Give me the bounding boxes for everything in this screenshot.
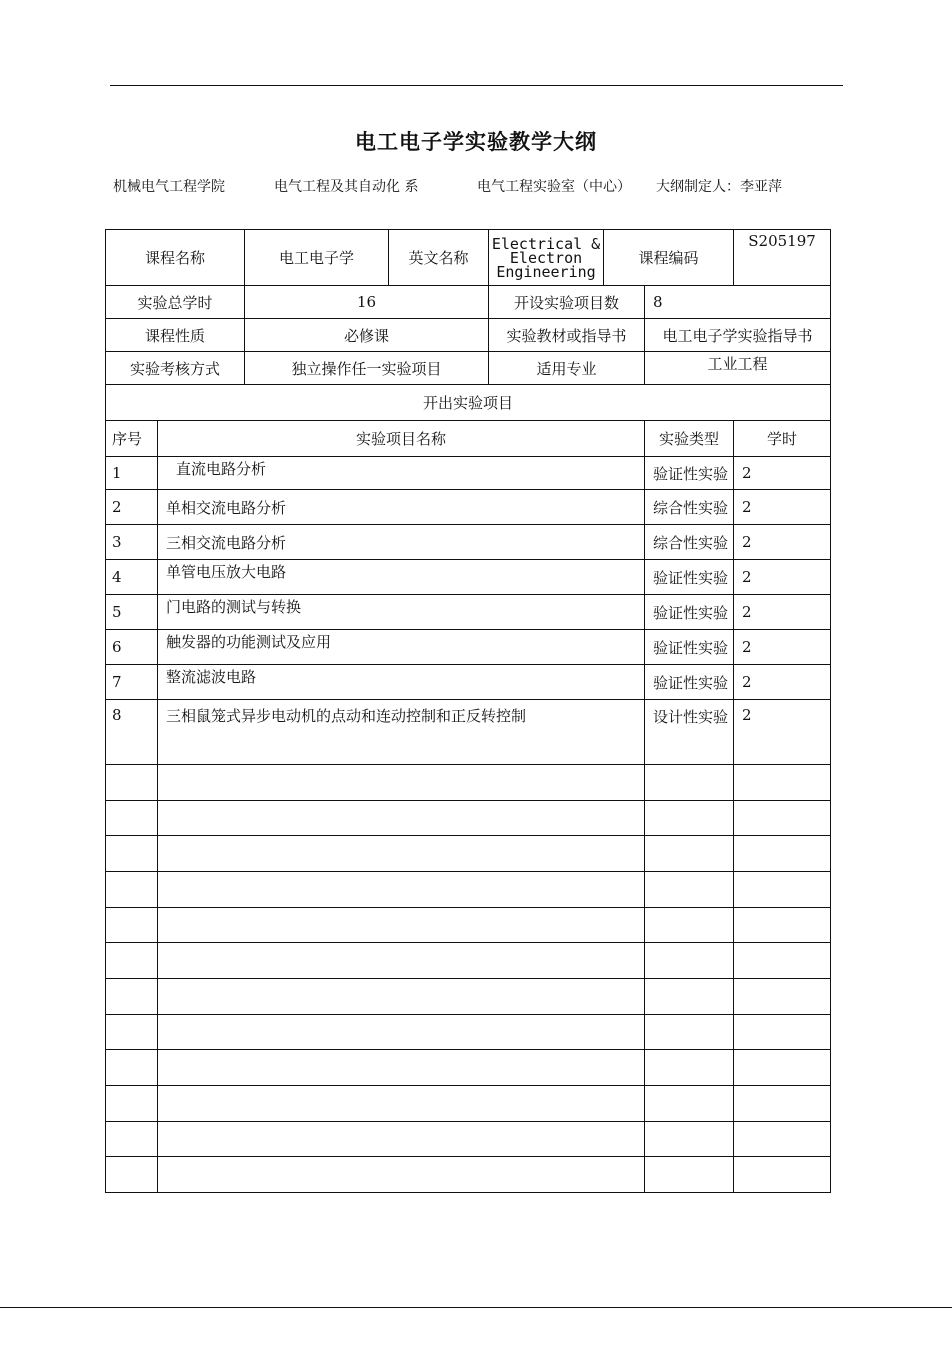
empty-row <box>106 836 831 872</box>
nature-label: 课程性质 <box>106 319 245 352</box>
empty-cell <box>158 872 645 908</box>
empty-row <box>106 1122 831 1157</box>
row-name: 直流电路分析 <box>158 457 645 490</box>
header-type: 实验类型 <box>645 421 734 457</box>
header-hours: 学时 <box>734 421 831 457</box>
department-name: 电气工程及其自动化 系 <box>274 179 419 195</box>
top-rule <box>110 85 843 86</box>
row-index: 1 <box>106 457 158 490</box>
empty-cell <box>734 979 831 1015</box>
row-name: 三相交流电路分析 <box>158 525 645 560</box>
empty-cell <box>106 943 158 979</box>
empty-cell <box>645 836 734 872</box>
row-index: 7 <box>106 665 158 700</box>
empty-cell <box>106 1050 158 1086</box>
empty-cell <box>106 1015 158 1050</box>
section-title: 开出实验项目 <box>106 385 831 421</box>
table-row <box>106 665 831 700</box>
empty-cell <box>158 765 645 801</box>
table-row <box>106 490 831 525</box>
table-row <box>106 700 831 765</box>
empty-row <box>106 943 831 979</box>
empty-cell <box>645 1086 734 1122</box>
syllabus-table <box>105 229 831 1193</box>
project-header-row <box>106 421 831 457</box>
empty-cell <box>645 1050 734 1086</box>
empty-cell <box>158 801 645 836</box>
row-hours: 2 <box>734 595 831 630</box>
row-name: 单相交流电路分析 <box>158 490 645 525</box>
course-code-label: 课程编码 <box>604 230 734 286</box>
major-value: 工业工程 <box>645 352 831 385</box>
row-index: 3 <box>106 525 158 560</box>
empty-row <box>106 908 831 943</box>
textbook-label: 实验教材或指导书 <box>489 319 645 352</box>
table-row <box>106 630 831 665</box>
header-name: 实验项目名称 <box>158 421 645 457</box>
info-row-3 <box>106 319 831 352</box>
row-index: 8 <box>106 700 158 765</box>
empty-cell <box>645 872 734 908</box>
english-name-value: Electrical & Electron Engineering <box>489 230 604 286</box>
row-hours: 2 <box>734 665 831 700</box>
row-type: 验证性实验 <box>645 595 734 630</box>
course-code-value: S205197 <box>734 230 831 286</box>
author: 大纲制定人：李亚萍 <box>656 179 782 195</box>
empty-row <box>106 1157 831 1193</box>
empty-cell <box>734 836 831 872</box>
row-type: 综合性实验 <box>645 490 734 525</box>
empty-cell <box>734 1015 831 1050</box>
empty-cell <box>106 1122 158 1157</box>
row-index: 6 <box>106 630 158 665</box>
section-title-row <box>106 385 831 421</box>
empty-cell <box>158 943 645 979</box>
empty-cell <box>734 1050 831 1086</box>
empty-cell <box>158 1122 645 1157</box>
empty-cell <box>645 908 734 943</box>
row-name: 触发器的功能测试及应用 <box>158 630 645 665</box>
empty-cell <box>734 908 831 943</box>
row-type: 验证性实验 <box>645 457 734 490</box>
table-row <box>106 560 831 595</box>
info-row-1 <box>106 230 831 286</box>
empty-cell <box>645 765 734 801</box>
empty-row <box>106 765 831 801</box>
empty-cell <box>734 801 831 836</box>
empty-row <box>106 1086 831 1122</box>
empty-cell <box>645 1157 734 1193</box>
empty-cell <box>158 836 645 872</box>
row-hours: 2 <box>734 490 831 525</box>
row-hours: 2 <box>734 700 831 765</box>
row-index: 2 <box>106 490 158 525</box>
assessment-label: 实验考核方式 <box>106 352 245 385</box>
table-row <box>106 457 831 490</box>
course-name-value: 电工电子学 <box>245 230 389 286</box>
assessment-value: 独立操作任一实验项目 <box>245 352 489 385</box>
english-name-label: 英文名称 <box>389 230 489 286</box>
empty-cell <box>734 765 831 801</box>
empty-row <box>106 801 831 836</box>
row-hours: 2 <box>734 630 831 665</box>
row-type: 设计性实验 <box>645 700 734 765</box>
row-hours: 2 <box>734 525 831 560</box>
row-name: 门电路的测试与转换 <box>158 595 645 630</box>
course-name-label: 课程名称 <box>106 230 245 286</box>
row-index: 5 <box>106 595 158 630</box>
bottom-rule <box>0 1307 952 1308</box>
empty-cell <box>158 908 645 943</box>
project-count-value: 8 <box>645 286 831 319</box>
empty-cell <box>106 1157 158 1193</box>
document-title: 电工电子学实验教学大纲 <box>355 129 597 154</box>
row-hours: 2 <box>734 457 831 490</box>
empty-cell <box>645 801 734 836</box>
row-type: 验证性实验 <box>645 665 734 700</box>
empty-cell <box>645 943 734 979</box>
empty-cell <box>158 1015 645 1050</box>
row-name: 整流滤波电路 <box>158 665 645 700</box>
row-type: 综合性实验 <box>645 525 734 560</box>
empty-cell <box>645 1122 734 1157</box>
empty-row <box>106 979 831 1015</box>
total-hours-value: 16 <box>245 286 489 319</box>
empty-cell <box>106 979 158 1015</box>
major-label: 适用专业 <box>489 352 645 385</box>
table-row <box>106 595 831 630</box>
empty-cell <box>106 872 158 908</box>
empty-cell <box>106 765 158 801</box>
empty-cell <box>734 1086 831 1122</box>
empty-cell <box>734 872 831 908</box>
empty-row <box>106 1050 831 1086</box>
empty-cell <box>734 1122 831 1157</box>
empty-cell <box>106 836 158 872</box>
empty-cell <box>645 1015 734 1050</box>
empty-row <box>106 1015 831 1050</box>
row-type: 验证性实验 <box>645 630 734 665</box>
row-type: 验证性实验 <box>645 560 734 595</box>
row-hours: 2 <box>734 560 831 595</box>
empty-cell <box>106 1086 158 1122</box>
empty-cell <box>734 943 831 979</box>
row-name: 三相鼠笼式异步电动机的点动和连动控制和正反转控制 <box>158 700 645 765</box>
empty-cell <box>106 801 158 836</box>
empty-cell <box>158 1157 645 1193</box>
lab-name: 电气工程实验室（中心） <box>477 179 631 195</box>
empty-cell <box>106 908 158 943</box>
header-index: 序号 <box>106 421 158 457</box>
info-row-4 <box>106 352 831 385</box>
table-row <box>106 525 831 560</box>
empty-cell <box>158 979 645 1015</box>
college-name: 机械电气工程学院 <box>113 179 225 195</box>
empty-cell <box>734 1157 831 1193</box>
project-count-label: 开设实验项目数 <box>489 286 645 319</box>
empty-cell <box>645 979 734 1015</box>
info-row-2 <box>106 286 831 319</box>
empty-cell <box>158 1086 645 1122</box>
row-index: 4 <box>106 560 158 595</box>
empty-cell <box>158 1050 645 1086</box>
textbook-value: 电工电子学实验指导书 <box>645 319 831 352</box>
nature-value: 必修课 <box>245 319 489 352</box>
empty-row <box>106 872 831 908</box>
total-hours-label: 实验总学时 <box>106 286 245 319</box>
row-name: 单管电压放大电路 <box>158 560 645 595</box>
